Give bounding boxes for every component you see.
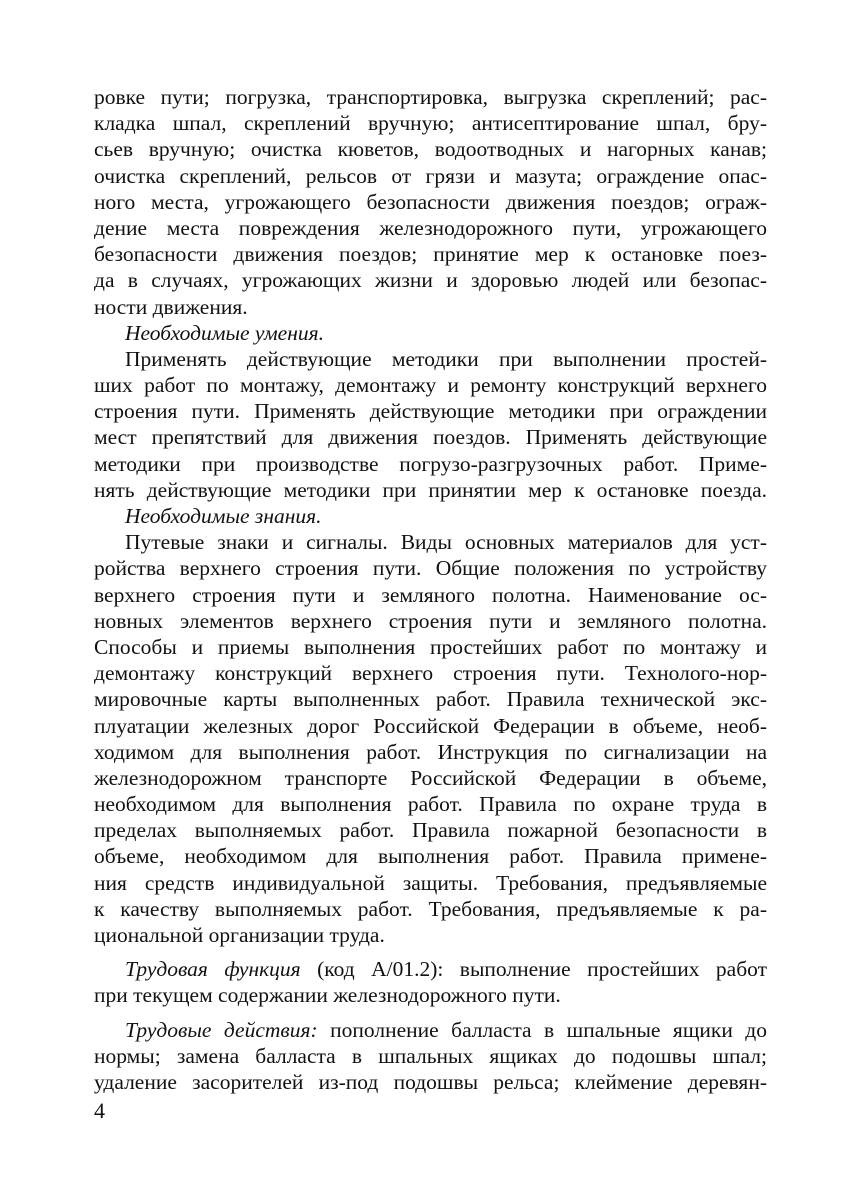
text-line: мест препятствий для движения поездов. Применять действующие bbox=[94, 425, 767, 450]
text-line: Применять действующие методики при выполнении простей- bbox=[125, 346, 767, 371]
labor-actions-text: пополнение балласта в шпальные ящики до bbox=[317, 1017, 767, 1042]
text-line: пределах выполняемых работ. Правила пожарной безопасности в bbox=[94, 818, 767, 843]
text-line: ности движения. bbox=[94, 294, 248, 319]
text-line: к качеству выполняемых работ. Требования, предъявляемые к ра- bbox=[94, 896, 767, 921]
text-line: безопасности движения поездов; принятие мер к остановке поез- bbox=[94, 242, 767, 267]
text-line: сьев вручную; очистка кюветов, водоотводных и нагорных канав; bbox=[94, 137, 767, 162]
text-line: кладка шпал, скреплений вручную; антисептирование шпал, бру- bbox=[94, 111, 767, 136]
text-line: новных элементов верхнего строения пути и земляного полотна. bbox=[94, 608, 767, 633]
text-line: дение места повреждения железнодорожного пути, угрожающего bbox=[94, 215, 767, 240]
text-line: циональной организации труда. bbox=[94, 923, 385, 947]
text-line bbox=[94, 956, 767, 982]
paragraph-labor-actions bbox=[94, 1017, 767, 1096]
text-line: ройства верхнего строения пути. Общие положения по устройству bbox=[94, 556, 767, 581]
paragraph-required-skills bbox=[94, 346, 767, 503]
text-line: нормы; замена балласта в шпальных ящиках до подошвы шпал; bbox=[94, 1043, 767, 1068]
text-line: нять действующие методики при принятии мер к остановке поезда. bbox=[94, 477, 767, 502]
text-line: ния средств индивидуальной защиты. Требования, предъявляемые bbox=[94, 870, 767, 895]
paragraph-labor-function bbox=[94, 956, 767, 1008]
text-line: плуатации железных дорог Российской Федерации в объеме, необ- bbox=[94, 713, 767, 738]
page-number: 4 bbox=[94, 1098, 105, 1123]
text-line: ших работ по монтажу, демонтажу и ремонту конструкций верхнего bbox=[94, 373, 767, 398]
text-line: необходимом для выполнения работ. Правила по охране труда в bbox=[94, 792, 767, 817]
text-line: верхнего строения пути и земляного полотна. Наименование ос- bbox=[94, 582, 767, 607]
paragraph-work-tasks bbox=[94, 84, 767, 320]
text-line: очистка скреплений, рельсов от грязи и мазута; ограждение опас- bbox=[94, 163, 767, 188]
text-line: строения пути. Применять действующие методики при ограждении bbox=[94, 399, 767, 424]
heading-required-knowledge: Необходимые знания. bbox=[125, 504, 322, 528]
text-line bbox=[94, 1017, 767, 1043]
heading-required-skills: Необходимые умения. bbox=[125, 320, 324, 345]
text-line: железнодорожном транспорте Российской Федерации в объеме, bbox=[94, 765, 767, 790]
labor-actions-label: Трудовые действия: bbox=[125, 1017, 318, 1042]
text-line: ровке пути; погрузка, транспортировка, выгрузка скреплений; рас- bbox=[94, 85, 767, 109]
text-line: объеме, необходимом для выполнения работ. Правила примене- bbox=[94, 844, 767, 869]
text-line: ходимом для выполнения работ. Инструкция по сигнализации на bbox=[94, 739, 767, 764]
labor-function-label: Трудовая функция bbox=[125, 957, 301, 982]
text-line: при текущем содержании железнодорожного пути. bbox=[94, 983, 561, 1008]
text-line: удаление засорителей из-под подошвы рельса; клеймение деревян- bbox=[94, 1069, 767, 1094]
text-line: демонтажу конструкций верхнего строения пути. Технолого-нор- bbox=[94, 661, 767, 686]
paragraph-required-knowledge bbox=[94, 529, 767, 948]
text-line: мировочные карты выполненных работ. Правила технической экс- bbox=[94, 687, 767, 712]
text-line: ного места, угрожающего безопасности движения поездов; ограж- bbox=[94, 189, 767, 214]
text-line: Путевые знаки и сигналы. Виды основных материалов для уст- bbox=[125, 530, 767, 555]
text-line: Способы и приемы выполнения простейших работ по монтажу и bbox=[94, 634, 767, 659]
text-line: методики при производстве погрузо-разгрузочных работ. Приме- bbox=[94, 451, 767, 476]
text-line: да в случаях, угрожающих жизни и здоровью людей или безопас- bbox=[94, 268, 767, 293]
body-text bbox=[94, 84, 767, 1095]
labor-function-text: (код A/01.2): выполнение простейших работ bbox=[300, 957, 767, 982]
